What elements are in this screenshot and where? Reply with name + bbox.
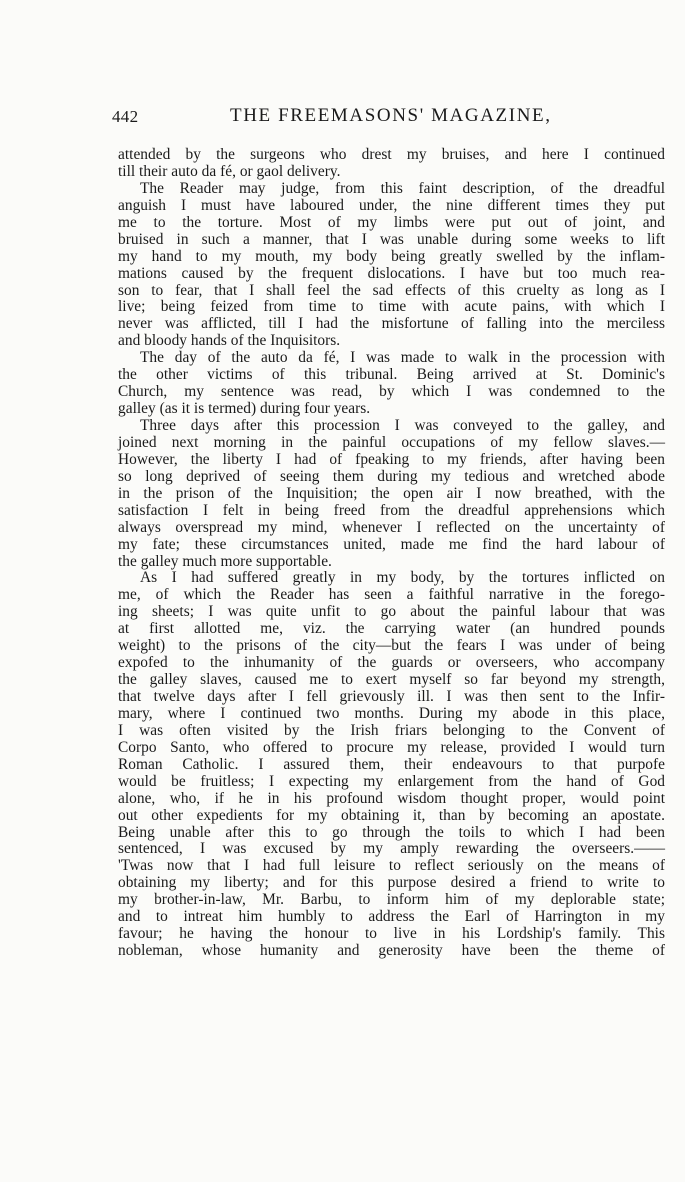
text-line: Being unable after this to go through the toils to which I had been	[118, 823, 665, 841]
text-line: satisfaction I felt in being freed from the dreadful apprehensions which	[118, 501, 665, 519]
text-line: obtaining my liberty; and for this purpose desired a friend to write to	[118, 874, 665, 892]
text-line: ing sheets; I was quite unfit to go about the painful labour that was	[118, 603, 665, 621]
text-line: never was afflicted, till I had the misfortune of falling into the merciless	[118, 315, 665, 333]
text-line: alone, who, if he in his profound wisdom thought proper, would point	[118, 789, 665, 807]
text-line: till their auto da fé, or gaol delivery.	[118, 162, 341, 180]
text-line: and to intreat him humbly to address the Earl of Harrington in my	[118, 908, 665, 926]
text-line: I was often visited by the Irish friars belonging to the Convent of	[118, 721, 665, 739]
text-line: would be fruitless; I expecting my enlargement from the hand of God	[118, 772, 665, 790]
text-line: Church, my sentence was read, by which I was condemned to the	[118, 383, 665, 401]
text-line: in the prison of the Inquisition; the open air I now breathed, with the	[118, 484, 665, 502]
text-line: at first allotted me, viz. the carrying water (an hundred pounds	[118, 620, 665, 638]
text-line: anguish I must have laboured under, the nine different times they put	[118, 196, 665, 214]
text-line: As I had suffered greatly in my body, by the tortures inflicted on	[140, 569, 665, 587]
page-number: 442	[112, 107, 139, 126]
text-line: Roman Catholic. I assured them, their endeavours to that purpofe	[118, 755, 665, 773]
text-line: Three days after this procession I was conveyed to the galley, and	[140, 417, 665, 434]
text-line: so long deprived of seeing them during my tedious and wretched abode	[118, 467, 665, 485]
text-line: joined next morning in the painful occupations of my fellow slaves.—	[118, 433, 665, 451]
text-line: bruised in such a manner, that I was unable during some weeks to lift	[118, 230, 665, 248]
text-line: the galley slaves, caused me to exert myself so far beyond my strength,	[118, 671, 665, 689]
text-line: attended by the surgeons who drest my bruises, and here I continued	[118, 146, 665, 163]
body-text	[118, 147, 665, 960]
text-line: the galley much more supportable.	[118, 552, 332, 570]
text-line: mations caused by the frequent dislocations. I have but too much rea-	[118, 264, 665, 282]
text-line: sentenced, I was excused by my amply rewarding the overseers.——	[118, 840, 665, 858]
text-line: the other victims of this tribunal. Being arrived at St. Dominic's	[118, 366, 665, 384]
text-line: The day of the auto da fé, I was made to walk in the procession with	[140, 349, 665, 367]
text-line: that twelve days after I fell grievously ill. I was then sent to the Infir-	[118, 688, 665, 705]
text-line: nobleman, whose humanity and generosity have been the theme of	[118, 942, 665, 960]
text-line: live; being feized from time to time with acute pains, with which I	[118, 298, 665, 316]
text-line: son to fear, that I shall feel the sad effects of this cruelty as long as I	[118, 281, 665, 299]
text-line: weight) to the prisons of the city—but the fears I was under of being	[118, 637, 665, 655]
text-line: The Reader may judge, from this faint description, of the dreadful	[140, 179, 665, 197]
text-line: me, of which the Reader has seen a faithful narrative in the forego-	[118, 586, 665, 604]
running-title: THE FREEMASONS' MAGAZINE,	[230, 105, 552, 126]
page-header	[112, 103, 662, 133]
text-line: my fate; these circumstances united, made me find the hard labour of	[118, 535, 665, 553]
text-line: out other expedients for my obtaining it, than by becoming an apostate.	[118, 806, 665, 824]
text-line: Corpo Santo, who offered to procure my release, provided I would turn	[118, 738, 665, 756]
text-line: favour; he having the honour to live in his Lordship's family. This	[118, 925, 665, 943]
text-line: always overspread my mind, whenever I reflected on the uncertainty of	[118, 518, 665, 536]
text-line: mary, where I continued two months. During my abode in this place,	[118, 704, 665, 722]
text-line: galley (as it is termed) during four years.	[118, 400, 371, 418]
text-line: me to the torture. Most of my limbs were put out of joint, and	[118, 213, 665, 231]
text-line: and bloody hands of the Inquisitors.	[118, 332, 341, 350]
text-line: expofed to the inhumanity of the guards or overseers, who accompany	[118, 654, 665, 672]
text-line: my hand to my mouth, my body being greatly swelled by the inflam-	[118, 247, 665, 265]
text-line: 'Twas now that I had full leisure to reflect seriously on the means of	[118, 857, 665, 875]
text-line: However, the liberty I had of fpeaking to my friends, after having been	[118, 450, 665, 468]
text-line: my brother-in-law, Mr. Barbu, to inform him of my deplorable state;	[118, 891, 665, 909]
